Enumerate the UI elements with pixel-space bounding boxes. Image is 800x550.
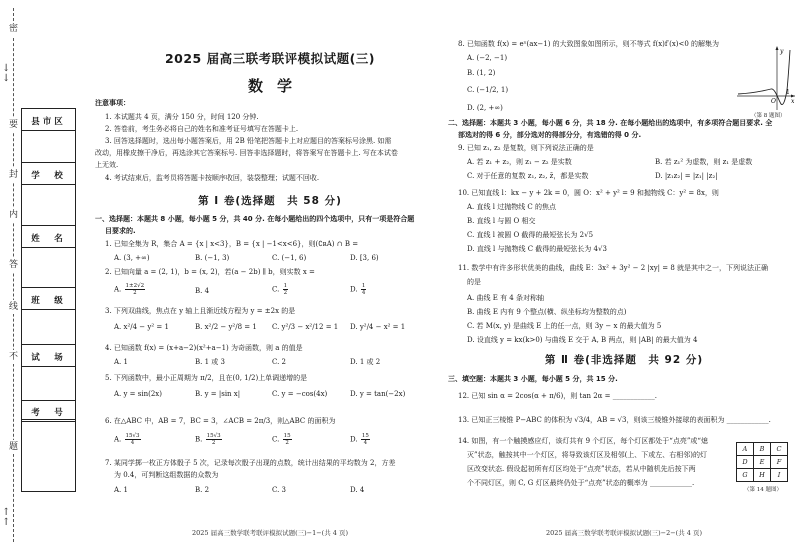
section-2-title: 第 Ⅱ 卷(非选择题 共 92 分) [544,354,704,366]
seal-char: 要 [8,120,18,130]
q3-option-a: A. x²/4 − y² = 1 [114,323,169,331]
school-label: 学 校 [22,169,75,185]
fig14-caption: （第 14 题图） [744,487,782,493]
question-14-cont: 区改变状态. 假设起初所有灯区均处于“点亮”状态，若从中随机先后按下两 [467,465,696,473]
q3-option-c: C. y²/3 − x²/12 = 1 [272,323,339,331]
q6-option-a [114,433,142,446]
q8-option-b: B. (1, 2) [467,69,496,77]
option-letter: D. [350,435,358,444]
light-cell: H [754,469,771,482]
denominator: 4 [363,440,368,446]
question-14-cont: 灭”状态，触按其中一个灯区，将导致该灯区及相邻(上、下或左、右相邻)的灯 [467,451,708,459]
exam-title: 2025 届高三联考联评模拟试题(三) [164,51,376,66]
seal-dashed-line [13,8,14,542]
exam-room-label: 试 场 [22,351,75,367]
x-axis-label: x [791,98,795,105]
notice-line: 2. 答卷前，考生务必将自己的姓名和准考证号填写在答题卡上. [105,125,299,133]
light-cell: A [737,443,754,456]
exam-number-label: 考 号 [22,406,75,422]
light-cell: G [737,469,754,482]
q7-option-d: D. 4 [350,486,365,494]
cut-mark: ↑ [2,517,11,528]
q10-option-b: B. 直线 l 与圆 O 相交 [467,217,536,225]
numerator: 1 [361,283,366,289]
question-13: 13. 已知正三棱锥 P−ABC 的体积为 √3/4，AB = √3，则该三棱锥外接球的表面积为 ____________. [458,416,771,424]
q8-function-graph [735,44,797,114]
q7-option-c: C. 3 [272,486,287,494]
q1-option-a: A. (3, +∞) [114,254,150,262]
question-14-cont: 个不同灯区，则 C, G 灯区最终仍处于“点亮”状态的概率为 ____________. [467,479,695,487]
tick-label-one: 1 [786,89,790,96]
part-2-heading: 部选对的得 6 分，部分选对的得部分分，有选错的得 0 分. [458,131,642,139]
seal-char: 密 [8,24,18,34]
page-1 [95,0,445,550]
q3-option-d: D. y²/4 − x² = 1 [350,323,406,331]
q2-option-c [272,283,289,296]
cut-mark: ↓ [2,73,11,84]
page-2 [448,0,800,550]
q4-option-c: C. 2 [272,358,287,366]
class-label: 班 级 [22,294,75,310]
q14-light-grid [736,442,788,482]
part-3-heading: 三、填空题：本题共 3 小题，每小题 5 分，共 15 分. [448,375,618,383]
notice-line: 上无效. [95,161,119,169]
option-letter: D. [350,285,358,294]
fraction [206,433,222,446]
seal-char: 线 [8,302,18,312]
notice-line: 改动，用橡皮擦干净后，再选涂其它答案标号. 回答非选择题时，将答案写在答题卡上. 写在本试卷 [95,149,398,157]
q6-option-b [195,433,223,446]
question-2: 2. 已知向量 a = (2, 1)，b = (x, 2)，若(a − 2b) ∥ b，则实数 x = [105,268,315,276]
option-letter: C. [272,285,280,294]
q2-option-a [114,283,146,296]
question-14: 14. 如图，有一个触摸感应灯，该灯共有 9 个灯区，每个灯区都处于“点亮”或“熄 [458,437,708,445]
q10-option-a: A. 直线 l 过抛物线 C 的焦点 [467,203,557,211]
numerator: 15 [361,433,369,439]
question-3: 3. 下列双曲线，焦点在 y 轴上且渐近线方程为 y = ±2x 的是 [105,307,296,315]
question-7-cont: 为 0.4，可判断这组数据的众数为 [114,471,219,479]
denominator: 2 [285,440,289,446]
county-label: 县市区 [22,115,75,131]
q11-option-c: C. 若 M(x, y) 是曲线 E 上的任一点，则 3y − x 的最大值为 5 [467,322,662,330]
fig8-caption: （第 8 题图） [751,113,786,119]
seal-char: 题 [8,442,18,452]
q5-option-d: D. y = tan(−2x) [350,390,406,398]
notice-line: 4. 考试结束后，监考员将答题卡按顺序收回，装袋整理；试题不回收. [105,174,320,182]
q6-option-c [272,433,293,446]
question-11: 11. 数学中有许多形状优美的曲线，曲线 E：3x² + 3y² − 2 |xy| = 8 就是其中之一，下列说法正确 [458,264,769,272]
q1-option-d: D. [3, 6) [350,254,379,262]
denominator: 4 [130,440,135,446]
light-cell: D [737,456,754,469]
denominator: 2 [283,290,288,296]
question-9: 9. 已知 z₁, z₂ 是复数，则下列说法正确的是 [458,144,594,152]
q4-option-d: D. 1 或 2 [350,358,381,366]
y-axis-arrow [776,46,779,50]
name-label: 姓 名 [22,232,75,248]
option-letter: C. [272,435,280,444]
cut-mark: ↑ [2,507,11,518]
option-letter: B. [195,435,203,444]
light-cell: E [754,456,771,469]
q11-option-b: B. 曲线 E 内有 9 个整点(横、纵坐标均为整数的点) [467,308,627,316]
part-2-heading: 二、选择题：本题共 3 小题，每小题 6 分，共 18 分. 在每小题给出的选项中，有多项符合题目要求. 全 [448,119,773,127]
denominator: 2 [211,440,216,446]
question-1: 1. 已知全集为 R，集合 A = {x | x<3}，B = {x | −1<x<6}，则(∁ʀA) ∩ B = [105,240,359,248]
q11-option-d: D. 设直线 y = kx(k>0) 与曲线 E 交于 A, B 两点，则 |AB| 的最大值为 4 [467,336,698,344]
question-12: 12. 已知 sin α = 2cos(α + π/6)，则 tan 2α = ____________. [458,392,657,400]
q9-option-a: A. 若 z₁ + z₂，则 z₁ − z₂ 是实数 [467,158,572,166]
y-axis-label: y [780,48,784,55]
seal-char: 内 [8,210,18,220]
question-6: 6. 在△ABC 中，AB = 7，BC = 3，∠ACB = 2π/3，则△ABC 的面积为 [105,417,336,425]
question-11-cont: 的是 [467,278,481,286]
q11-option-a: A. 曲线 E 有 4 条对称轴 [467,294,544,302]
seal-char: 不 [8,352,18,362]
fraction [283,433,292,446]
q5-option-c: C. y = −cos(4x) [272,390,328,398]
part-1-heading: 目要求的. [105,227,136,235]
question-8: 8. 已知函数 f(x) = eˣ(ax−1) 的大致图象如图所示，则不等式 f(x)f′(x)<0 的解集为 [458,40,720,48]
question-4: 4. 已知函数 f(x) = (x+a−2)(x²+a−1) 为奇函数，则 a 的值是 [105,344,303,352]
fraction [125,433,141,446]
light-cell: I [771,469,788,482]
question-7: 7. 某同学掷一枚正方体骰子 5 次，记录每次骰子出现的点数，统计出结果的平均数为 2，方差 [105,459,396,467]
q1-option-c: C. (−1, 6) [272,254,307,262]
notice-line: 1. 本试题共 4 页，满分 150 分，时间 120 分钟. [105,113,259,121]
option-letter: A. [114,435,122,444]
light-cell: B [754,443,771,456]
denominator: 4 [361,290,366,296]
option-letter: A. [114,285,122,294]
notice-title: 注意事项： [95,99,130,107]
seal-char: 答 [8,260,18,270]
q5-option-a: A. y = sin(2x) [114,390,162,398]
cut-mark: ↓ [2,63,11,74]
q10-option-d: D. 直线 l 与抛物线 C 截得的最短弦长为 4√3 [467,245,607,253]
question-5: 5. 下列函数中，最小正周期为 π/2，且在(0, 1/2)上单调递增的是 [105,374,308,382]
seal-char: 封 [8,170,18,180]
numerator: 15√3 [125,433,140,439]
q1-option-b: B. (−1, 3) [195,254,230,262]
numerator: 1±2√2 [125,283,145,289]
numerator: 1 [283,283,288,289]
part-1-heading: 一、选择题：本题共 8 小题，每小题 5 分，共 40 分. 在每小题给出的四个选项中，只有一项是符合题 [95,215,415,223]
fraction [283,283,289,296]
light-cell: F [771,456,788,469]
page-1-footer: 2025 届高三数学联考联评模拟试题(三)−1−(共 4 页) [191,529,349,537]
q2-option-d [350,283,367,296]
fraction [361,283,367,296]
page-2-footer: 2025 届高三数学联考联评模拟试题(三)−2−(共 4 页) [545,529,703,537]
light-cell: C [771,443,788,456]
exam-number-field[interactable] [21,400,76,492]
q5-option-b: B. y = |sin x| [195,390,241,398]
notice-line: 3. 回答选择题时，选出每小题答案后，用 2B 铅笔把答题卡上对应题目的答案标号涂黑. 如需 [105,137,392,145]
origin-label: O [771,98,776,105]
section-1-title: 第 Ⅰ 卷(选择题 共 58 分) [198,195,342,207]
q9-option-b: B. 若 z₁² 为虚数，则 z₁ 是虚数 [655,158,753,166]
fraction [125,283,146,296]
numerator: 15√3 [206,433,221,439]
q4-option-a: A. 1 [114,358,128,366]
q6-option-d [350,433,371,446]
q4-option-b: B. 1 或 3 [195,358,225,366]
q10-option-c: C. 直线 l 被圆 O 截得的最短弦长为 2√5 [467,231,594,239]
q9-option-c: C. 对于任意的复数 z₁, z₂, z̄，都是实数 [467,172,589,180]
q8-option-a: A. (−2, −1) [467,54,508,62]
q3-option-b: B. x²/2 − y²/8 = 1 [195,323,257,331]
subject-title: 数学 [247,77,306,95]
q8-option-d: D. (2, +∞) [467,104,503,112]
q8-option-c: C. (−1/2, 1) [467,86,509,94]
denominator: 2 [133,290,137,296]
q7-option-a: A. 1 [114,486,128,494]
q9-option-d: D. |z₁z₂| = |z₁| |z₂| [655,172,718,180]
binding-strip [0,0,95,550]
q2-option-b: B. 4 [195,287,210,295]
q7-option-b: B. 2 [195,486,210,494]
numerator: 15 [283,433,291,439]
fraction [361,433,370,446]
question-10: 10. 已知直线 l：kx − y + 2k = 0，圆 O：x² + y² = 9 和抛物线 C：y² = 8x，则 [458,189,719,197]
